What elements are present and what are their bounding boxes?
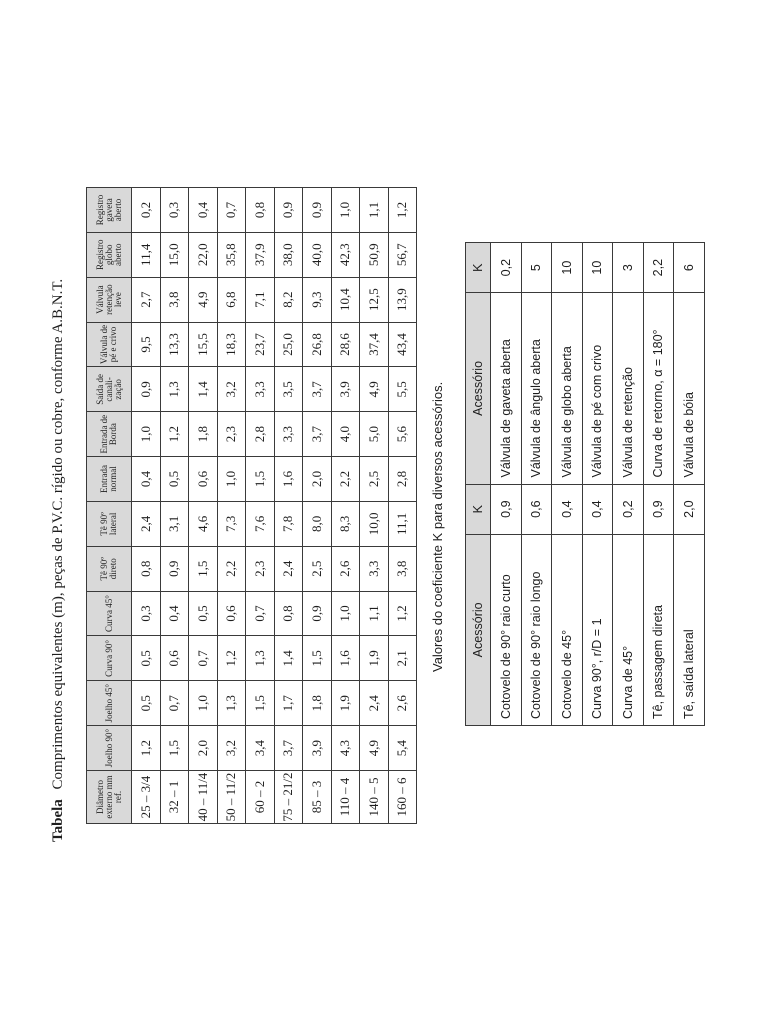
table-cell: 1,0 [189, 681, 218, 726]
table-cell: 1,9 [360, 636, 389, 681]
table-cell: 0,4 [132, 457, 161, 502]
table-cell: 4,9 [360, 726, 389, 771]
row-header-cell: 140 – 5 [360, 771, 389, 824]
table-header-row [87, 188, 132, 824]
table-cell: 1,0 [217, 457, 246, 502]
table-row [274, 188, 303, 824]
accessory-cell: Tê, saída lateral [674, 534, 705, 725]
row-header-cell: 40 – 11/4 [189, 771, 218, 824]
table-cell: 1,0 [331, 188, 360, 233]
column-header: Saída de canali-zação [87, 367, 132, 412]
table-cell: 0,5 [132, 636, 161, 681]
k-value-cell: 2,0 [674, 484, 705, 534]
column-header: Registro gaveta aberto [87, 188, 132, 233]
table-cell: 1,2 [132, 726, 161, 771]
table-cell: 7,6 [246, 501, 275, 546]
accessory-cell: Válvula de gaveta aberta [491, 293, 522, 484]
table-cell: 1,3 [160, 367, 189, 412]
table-cell: 0,3 [132, 591, 161, 636]
table-cell: 1,5 [189, 546, 218, 591]
column-header: Joelho 90° [87, 726, 132, 771]
table-cell: 8,2 [274, 277, 303, 322]
table-cell: 9,3 [303, 277, 332, 322]
table-cell: 35,8 [217, 232, 246, 277]
table-cell: 18,3 [217, 322, 246, 367]
k-value-cell: 0,9 [491, 484, 522, 534]
table-cell: 2,2 [217, 546, 246, 591]
k-value-cell: 0,6 [521, 484, 552, 534]
accessory-cell: Válvula de retenção [613, 293, 644, 484]
table-row [132, 188, 161, 824]
table-cell: 4,9 [360, 367, 389, 412]
table-row [491, 243, 522, 726]
table-cell: 13,9 [388, 277, 417, 322]
table-cell: 1,8 [303, 681, 332, 726]
table-cell: 37,9 [246, 232, 275, 277]
table-cell: 1,0 [132, 412, 161, 457]
table-cell: 43,4 [388, 322, 417, 367]
table-cell: 5,0 [360, 412, 389, 457]
accessory-cell: Tê, passagem direta [643, 534, 674, 725]
table-cell: 4,3 [331, 726, 360, 771]
column-header: Registro globo aberto [87, 232, 132, 277]
table-cell: 2,4 [132, 501, 161, 546]
table-cell: 3,3 [274, 412, 303, 457]
k-value-cell: 0,2 [613, 484, 644, 534]
accessory-cell: Cotovelo de 90° raio longo [521, 534, 552, 725]
accessory-cell: Cotovelo de 90° raio curto [491, 534, 522, 725]
table-cell: 2,4 [360, 681, 389, 726]
accessory-cell: Válvula de pé com crivo [582, 293, 613, 484]
table-header-row [466, 243, 491, 726]
accessory-cell: Válvula de globo aberta [552, 293, 583, 484]
k-value-cell: 5 [521, 243, 552, 293]
table-row [521, 243, 552, 726]
table-cell: 25,0 [274, 322, 303, 367]
k-value-cell: 3 [613, 243, 644, 293]
table-cell: 1,2 [388, 188, 417, 233]
table-cell: 38,0 [274, 232, 303, 277]
table-cell: 3,7 [303, 367, 332, 412]
table-cell: 13,3 [160, 322, 189, 367]
table-cell: 9,5 [132, 322, 161, 367]
table-cell: 1,4 [274, 636, 303, 681]
equivalent-lengths-table [86, 187, 417, 824]
column-header: Acessório [466, 534, 491, 725]
row-header-cell: 75 – 21/2 [274, 771, 303, 824]
column-header: Entrada normal [87, 457, 132, 502]
table-cell: 42,3 [331, 232, 360, 277]
table-cell: 15,5 [189, 322, 218, 367]
table-cell: 3,3 [246, 367, 275, 412]
table-cell: 6,8 [217, 277, 246, 322]
k-value-cell: 0,4 [582, 484, 613, 534]
k-value-cell: 0,9 [643, 484, 674, 534]
table-cell: 5,6 [388, 412, 417, 457]
k-value-cell: 0,4 [552, 484, 583, 534]
row-header-cell: 50 – 11/2 [217, 771, 246, 824]
table-cell: 8,0 [303, 501, 332, 546]
table-cell: 0,4 [160, 591, 189, 636]
table-cell: 37,4 [360, 322, 389, 367]
table-cell: 2,8 [388, 457, 417, 502]
column-header: K [466, 484, 491, 534]
table-cell: 2,2 [331, 457, 360, 502]
table-cell: 0,2 [132, 188, 161, 233]
caption-label: Tabela [50, 799, 66, 842]
k-value-cell: 0,2 [491, 243, 522, 293]
accessory-cell: Válvula de ângulo aberta [521, 293, 552, 484]
table-cell: 0,4 [189, 188, 218, 233]
table-cell: 3,1 [160, 501, 189, 546]
table-row [217, 188, 246, 824]
column-header: Tê 90º direto [87, 546, 132, 591]
table-cell: 1,1 [360, 591, 389, 636]
row-header-cell: 160 – 6 [388, 771, 417, 824]
table-cell: 23,7 [246, 322, 275, 367]
table-cell: 2,0 [189, 726, 218, 771]
table-cell: 5,4 [388, 726, 417, 771]
k-value-cell: 10 [582, 243, 613, 293]
table-cell: 4,0 [331, 412, 360, 457]
table-cell: 3,5 [274, 367, 303, 412]
table-cell: 1,5 [160, 726, 189, 771]
column-header: Válvula de pé e crivo [87, 322, 132, 367]
table-cell: 4,6 [189, 501, 218, 546]
table-cell: 0,9 [132, 367, 161, 412]
column-header: Diâmetro externo mm ref. [87, 771, 132, 824]
accessory-cell: Curva 90°, r/D = 1 [582, 534, 613, 725]
table-cell: 0,8 [132, 546, 161, 591]
row-header-cell: 25 – 3/4 [132, 771, 161, 824]
k-value-cell: 6 [674, 243, 705, 293]
table-cell: 1,7 [274, 681, 303, 726]
table-cell: 0,9 [303, 591, 332, 636]
table-cell: 1,3 [246, 636, 275, 681]
table-row [674, 243, 705, 726]
accessory-cell: Cotovelo de 45° [552, 534, 583, 725]
row-header-cell: 85 – 3 [303, 771, 332, 824]
column-header: Curva 45° [87, 591, 132, 636]
table-row [552, 243, 583, 726]
caption-text: Comprimentos equivalentes (m), peças de P.V.C. rígido ou cobre, conforme A.B.N.T. [50, 278, 66, 790]
table-cell: 0,9 [274, 188, 303, 233]
row-header-cell: 60 – 2 [246, 771, 275, 824]
table-cell: 1,0 [331, 591, 360, 636]
table-cell: 2,5 [360, 457, 389, 502]
table-cell: 7,8 [274, 501, 303, 546]
table-row [189, 188, 218, 824]
table-cell: 11,4 [132, 232, 161, 277]
table-cell: 1,6 [274, 457, 303, 502]
table-row [613, 243, 644, 726]
table-cell: 2,4 [274, 546, 303, 591]
column-header: K [466, 243, 491, 293]
table-caption [50, 279, 67, 842]
table-row [582, 243, 613, 726]
table-cell: 12,5 [360, 277, 389, 322]
table-cell: 0,8 [246, 188, 275, 233]
table-cell: 2,3 [246, 546, 275, 591]
table-cell: 0,5 [189, 591, 218, 636]
column-header: Acessório [466, 293, 491, 484]
table-cell: 1,2 [217, 636, 246, 681]
table-cell: 1,5 [246, 457, 275, 502]
table-cell: 3,2 [217, 367, 246, 412]
table-cell: 7,3 [217, 501, 246, 546]
table-cell: 2,5 [303, 546, 332, 591]
column-header: Entrada de Borda [87, 412, 132, 457]
table-row [303, 188, 332, 824]
table-cell: 3,9 [331, 367, 360, 412]
table-cell: 0,5 [132, 681, 161, 726]
k-value-cell: 10 [552, 243, 583, 293]
table-cell: 3,8 [160, 277, 189, 322]
table-cell: 1,5 [246, 681, 275, 726]
column-header: Curva 90° [87, 636, 132, 681]
table-cell: 22,0 [189, 232, 218, 277]
table-cell: 1,5 [303, 636, 332, 681]
table-cell: 0,5 [160, 457, 189, 502]
accessory-cell: Curva de 45° [613, 534, 644, 725]
table-cell: 3,9 [303, 726, 332, 771]
column-header: Tê 90º lateral [87, 501, 132, 546]
table-cell: 7,1 [246, 277, 275, 322]
table-cell: 28,6 [331, 322, 360, 367]
table-row [360, 188, 389, 824]
column-header: Válvula retenção leve [87, 277, 132, 322]
table-cell: 2,6 [331, 546, 360, 591]
table-cell: 50,9 [360, 232, 389, 277]
table-cell: 2,6 [388, 681, 417, 726]
table-body [491, 243, 705, 726]
row-header-cell: 32 – 1 [160, 771, 189, 824]
table-cell: 0,7 [246, 591, 275, 636]
table-cell: 0,8 [274, 591, 303, 636]
table-cell: 0,6 [160, 636, 189, 681]
table-cell: 1,3 [217, 681, 246, 726]
table-cell: 5,5 [388, 367, 417, 412]
table-cell: 3,7 [274, 726, 303, 771]
table-row [246, 188, 275, 824]
table-cell: 0,7 [160, 681, 189, 726]
table-cell: 0,7 [189, 636, 218, 681]
table-cell: 10,4 [331, 277, 360, 322]
table-cell: 2,0 [303, 457, 332, 502]
table-cell: 3,7 [303, 412, 332, 457]
table-cell: 0,6 [217, 591, 246, 636]
table-cell: 1,8 [189, 412, 218, 457]
table-cell: 2,3 [217, 412, 246, 457]
table-cell: 56,7 [388, 232, 417, 277]
table-cell: 1,2 [160, 412, 189, 457]
table-cell: 0,3 [160, 188, 189, 233]
table-row [388, 188, 417, 824]
table-row [643, 243, 674, 726]
table-cell: 1,9 [331, 681, 360, 726]
table-cell: 3,3 [360, 546, 389, 591]
table-cell: 40,0 [303, 232, 332, 277]
table-cell: 3,4 [246, 726, 275, 771]
table-cell: 3,2 [217, 726, 246, 771]
table-body [132, 188, 417, 824]
table-cell: 0,7 [217, 188, 246, 233]
table-cell: 26,8 [303, 322, 332, 367]
table-cell: 0,9 [303, 188, 332, 233]
table-cell: 8,3 [331, 501, 360, 546]
accessory-cell: Curva de retorno, α = 180° [643, 293, 674, 484]
table-cell: 0,9 [160, 546, 189, 591]
table-cell: 1,1 [360, 188, 389, 233]
table-cell: 11,1 [388, 501, 417, 546]
table-cell: 2,7 [132, 277, 161, 322]
table-cell: 15,0 [160, 232, 189, 277]
row-header-cell: 110 – 4 [331, 771, 360, 824]
k-coefficient-table [465, 242, 705, 726]
table-cell: 1,2 [388, 591, 417, 636]
table-cell: 3,8 [388, 546, 417, 591]
k-value-cell: 2,2 [643, 243, 674, 293]
table-row [331, 188, 360, 824]
table-cell: 1,4 [189, 367, 218, 412]
table-cell: 4,9 [189, 277, 218, 322]
table-cell: 2,8 [246, 412, 275, 457]
table-cell: 10,0 [360, 501, 389, 546]
accessory-cell: Válvula de bóia [674, 293, 705, 484]
k-table-caption: Valores do coeficiente K para diversos acessórios. [430, 381, 445, 672]
column-header: Joelho 45° [87, 681, 132, 726]
table-cell: 1,6 [331, 636, 360, 681]
table-cell: 0,6 [189, 457, 218, 502]
table-cell: 2,1 [388, 636, 417, 681]
table-row [160, 188, 189, 824]
